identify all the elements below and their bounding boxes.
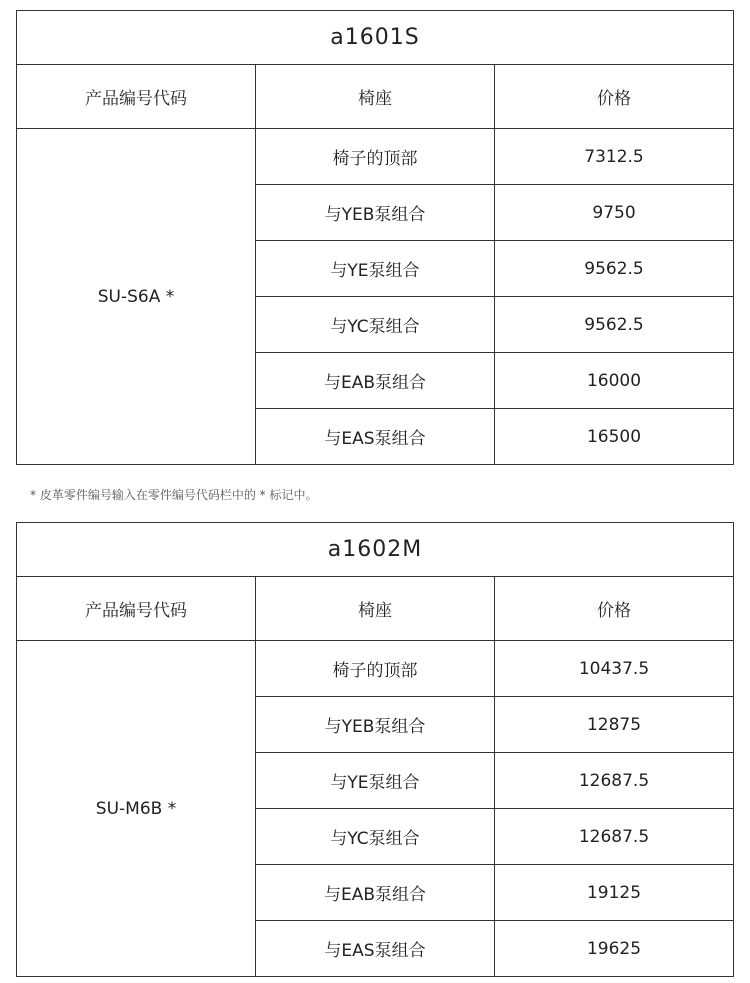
price-table-a1602m — [16, 522, 734, 977]
seat-cell: 与YEB泵组合 — [256, 697, 495, 753]
price-cell: 12687.5 — [495, 809, 734, 865]
header-price: 价格 — [495, 577, 734, 641]
seat-cell: 椅子的顶部 — [256, 641, 495, 697]
header-product-code: 产品编号代码 — [17, 65, 256, 129]
header-seat: 椅座 — [256, 577, 495, 641]
table-header-row — [17, 577, 734, 641]
header-price: 价格 — [495, 65, 734, 129]
product-code-cell: SU-M6B * — [17, 641, 256, 977]
seat-cell: 与YC泵组合 — [256, 297, 495, 353]
price-cell: 19625 — [495, 921, 734, 977]
table-row — [17, 641, 734, 697]
table-title-row — [17, 523, 734, 577]
seat-cell: 椅子的顶部 — [256, 129, 495, 185]
price-cell: 7312.5 — [495, 129, 734, 185]
table-title: a1602M — [17, 523, 734, 577]
seat-cell: 与YC泵组合 — [256, 809, 495, 865]
header-seat: 椅座 — [256, 65, 495, 129]
seat-cell: 与YEB泵组合 — [256, 185, 495, 241]
price-cell: 16500 — [495, 409, 734, 465]
seat-cell: 与YE泵组合 — [256, 753, 495, 809]
price-cell: 9562.5 — [495, 297, 734, 353]
seat-cell: 与YE泵组合 — [256, 241, 495, 297]
price-cell: 16000 — [495, 353, 734, 409]
table-row — [17, 129, 734, 185]
price-cell: 9750 — [495, 185, 734, 241]
price-cell: 19125 — [495, 865, 734, 921]
price-cell: 12687.5 — [495, 753, 734, 809]
seat-cell: 与EAS泵组合 — [256, 921, 495, 977]
footnote: * 皮革零件编号输入在零件编号代码栏中的 * 标记中。 — [30, 488, 318, 502]
price-cell: 12875 — [495, 697, 734, 753]
table-header-row — [17, 65, 734, 129]
header-product-code: 产品编号代码 — [17, 577, 256, 641]
price-table-a1601s — [16, 10, 734, 465]
table-title: a1601S — [17, 11, 734, 65]
price-cell: 10437.5 — [495, 641, 734, 697]
seat-cell: 与EAB泵组合 — [256, 353, 495, 409]
product-code-cell: SU-S6A * — [17, 129, 256, 465]
seat-cell: 与EAS泵组合 — [256, 409, 495, 465]
price-cell: 9562.5 — [495, 241, 734, 297]
table-title-row — [17, 11, 734, 65]
seat-cell: 与EAB泵组合 — [256, 865, 495, 921]
